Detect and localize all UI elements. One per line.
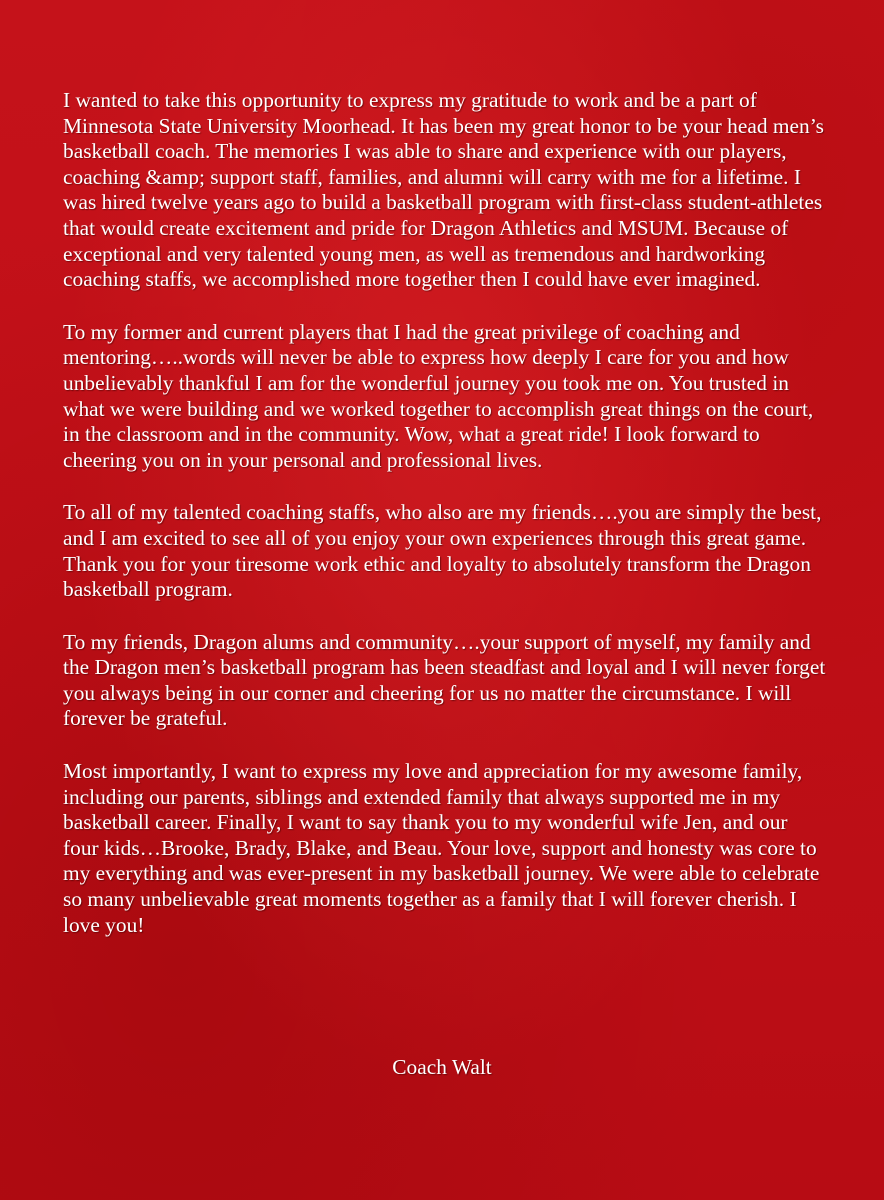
signature: Coach Walt: [392, 1055, 492, 1079]
paragraph-community: To my friends, Dragon alums and community….your support of myself, my family and the Dragon men’s basketball program has been steadfast and loyal and I will never forget you always being in our corner and cheering for us no matter the circumstance. I will forever be grateful.: [63, 629, 826, 731]
paragraph-family: Most importantly, I want to express my love and appreciation for my awesome family, including our parents, siblings and extended family that always supported me in my basketball career. Finally, I want to say thank you to my wonderful wife Jen, and our four kids…Brooke, Brady, Blake, and Beau. Your love, support and honesty was core to my everything and was ever-present in my basketball journey. We were able to celebrate so many unbelievable great moments together as a family that I will forever cherish. I love you!: [63, 759, 820, 937]
paragraph-gratitude: I wanted to take this opportunity to express my gratitude to work and be a part of Minnesota State University Moorhead. It has been my great honor to be your head men’s basketball coach. The memories I was able to share and experience with our players, coaching &amp; support staff, families, and alumni will carry with me for a lifetime. I was hired twelve years ago to build a basketball program with first-class student-athletes that would create excitement and pride for Dragon Athletics and MSUM. Because of exceptional and very talented young men, as well as tremendous and hardworking coaching staffs, we accomplished more together then I could have ever imagined.: [63, 88, 824, 292]
paragraph-coaching-staffs: To all of my talented coaching staffs, who also are my friends….you are simply the best, and I am excited to see all of you enjoy your own experiences through this great game. Thank you for your tiresome work ethic and loyalty to absolutely transform the Dragon basketball program.: [63, 500, 822, 602]
paragraph-players: To my former and current players that I had the great privilege of coaching and mentoring…..words will never be able to express how deeply I care for you and how unbelievably thankful I am for the wonderful journey you took me on. You trusted in what we were building and we worked together to accomplish great things on the court, in the classroom and in the community. Wow, what a great ride! I look forward to cheering you on in your personal and professional lives.: [63, 319, 814, 472]
